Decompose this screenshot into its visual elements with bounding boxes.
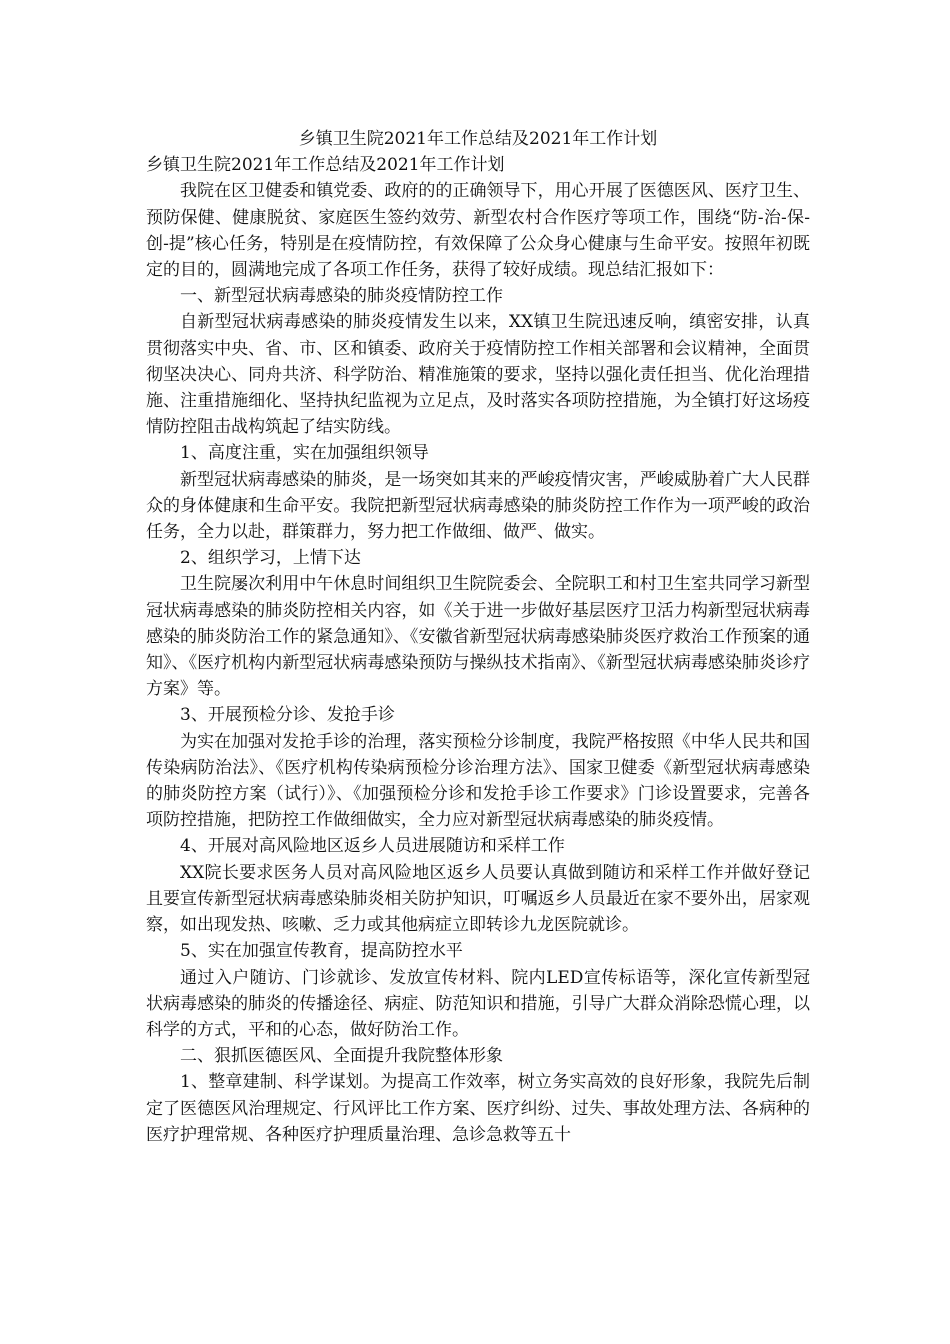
subheading-leadership: 1、高度注重，实在加强组织领导	[180, 443, 429, 464]
paragraph-intro: 我院在区卫健委和镇党委、政府的的正确领导下，用心开展了医德医风、医疗卫生、预防保健、健康脱贫、家庭医生签约效劳、新型农村合作医疗等项工作，围绕“防-治-保-创-提”核心任务，特别是在疫情防控，有效保障了公众身心健康与生命平安。按照年初既定的目的，圆满地完成了各项工作任务，获得了较好成绩。现总结汇报如下：	[146, 181, 810, 281]
section-heading-medical-ethics: 二、狠抓医德医风、全面提升我院整体形象	[180, 1046, 503, 1067]
subheading-follow-up: 4、开展对高风险地区返乡人员进展随访和采样工作	[180, 836, 565, 857]
document-title: 乡镇卫生院2021年工作总结及2021年工作计划	[298, 129, 658, 149]
paragraph-epidemic-response: 自新型冠状病毒感染的肺炎疫情发生以来，XX镇卫生院迅速反响，缜密安排，认真贯彻落实中央、省、市、区和镇委、政府关于疫情防控工作相关部署和会议精神，全面贯彻坚决决心、同舟共济、科学防治、精准施策的要求，坚持以强化责任担当、优化治理措施、注重措施细化、坚持执纪监视为立足点，及时落实各项防控措施，为全镇打好这场疫情防控阻击战构筑起了结实防线。	[146, 312, 810, 438]
subheading-study: 2、组织学习，上情下达	[180, 548, 361, 569]
subheading-triage: 3、开展预检分诊、发抢手诊	[180, 705, 395, 726]
document-subtitle: 乡镇卫生院2021年工作总结及2021年工作计划	[146, 155, 505, 176]
section-heading-epidemic-control: 一、新型冠状病毒感染的肺炎疫情防控工作	[180, 286, 503, 307]
paragraph-publicity: 通过入户随访、门诊就诊、发放宣传材料、院内LED宣传标语等，深化宣传新型冠状病毒感染的肺炎的传播途径、病症、防范知识和措施，引导广大群众消除恐慌心理，以科学的方式，平和的心态，做好防治工作。	[146, 967, 810, 1040]
paragraph-triage: 为实在加强对发抢手诊的治理，落实预检分诊制度，我院严格按照《中华人民共和国传染病防治法》、《医疗机构传染病预检分诊治理方法》、国家卫健委《新型冠状病毒感染的肺炎防控方案（试行）》、《加强预检分诊和发抢手诊工作要求》门诊设置要求，完善各项防控措施，把防控工作做细做实，全力应对新型冠状病毒感染的肺炎疫情。	[146, 731, 810, 831]
paragraph-leadership: 新型冠状病毒感染的肺炎，是一场突如其来的严峻疫情灾害，严峻威胁着广大人民群众的身体健康和生命平安。我院把新型冠状病毒感染的肺炎防控工作作为一项严峻的政治任务，全力以赴，群策群力，努力把工作做细、做严、做实。	[146, 469, 810, 543]
paragraph-follow-up: XX院长要求医务人员对高风险地区返乡人员要认真做到随访和采样工作并做好登记且要宣传新型冠状病毒感染肺炎相关防护知识，叮嘱返乡人员最近在家不要外出，居家观察，如出现发热、咳嗽、乏力或其他病症立即转诊九龙医院就诊。	[146, 862, 810, 936]
document-body	[146, 126, 810, 1148]
paragraph-regulations: 1、整章建制、科学谋划。为提高工作效率，树立务实高效的良好形象，我院先后制定了医德医风治理规定、行风评比工作方案、医疗纠纷、过失、事故处理方法、各病种的医疗护理常规、各种医疗护理质量治理、急诊急救等五十	[146, 1072, 810, 1145]
subheading-publicity: 5、实在加强宣传教育，提高防控水平	[180, 941, 463, 962]
paragraph-study: 卫生院屡次利用中午休息时间组织卫生院院委会、全院职工和村卫生室共同学习新型冠状病毒感染的肺炎防控相关内容，如《关于进一步做好基层医疗卫活力构新型冠状病毒感染的肺炎防治工作的紧急通知》、《安徽省新型冠状病毒感染肺炎医疗救治工作预案的通知》、《医疗机构内新型冠状病毒感染预防与操纵技术指南》、《新型冠状病毒感染肺炎诊疗方案》等。	[146, 574, 810, 700]
